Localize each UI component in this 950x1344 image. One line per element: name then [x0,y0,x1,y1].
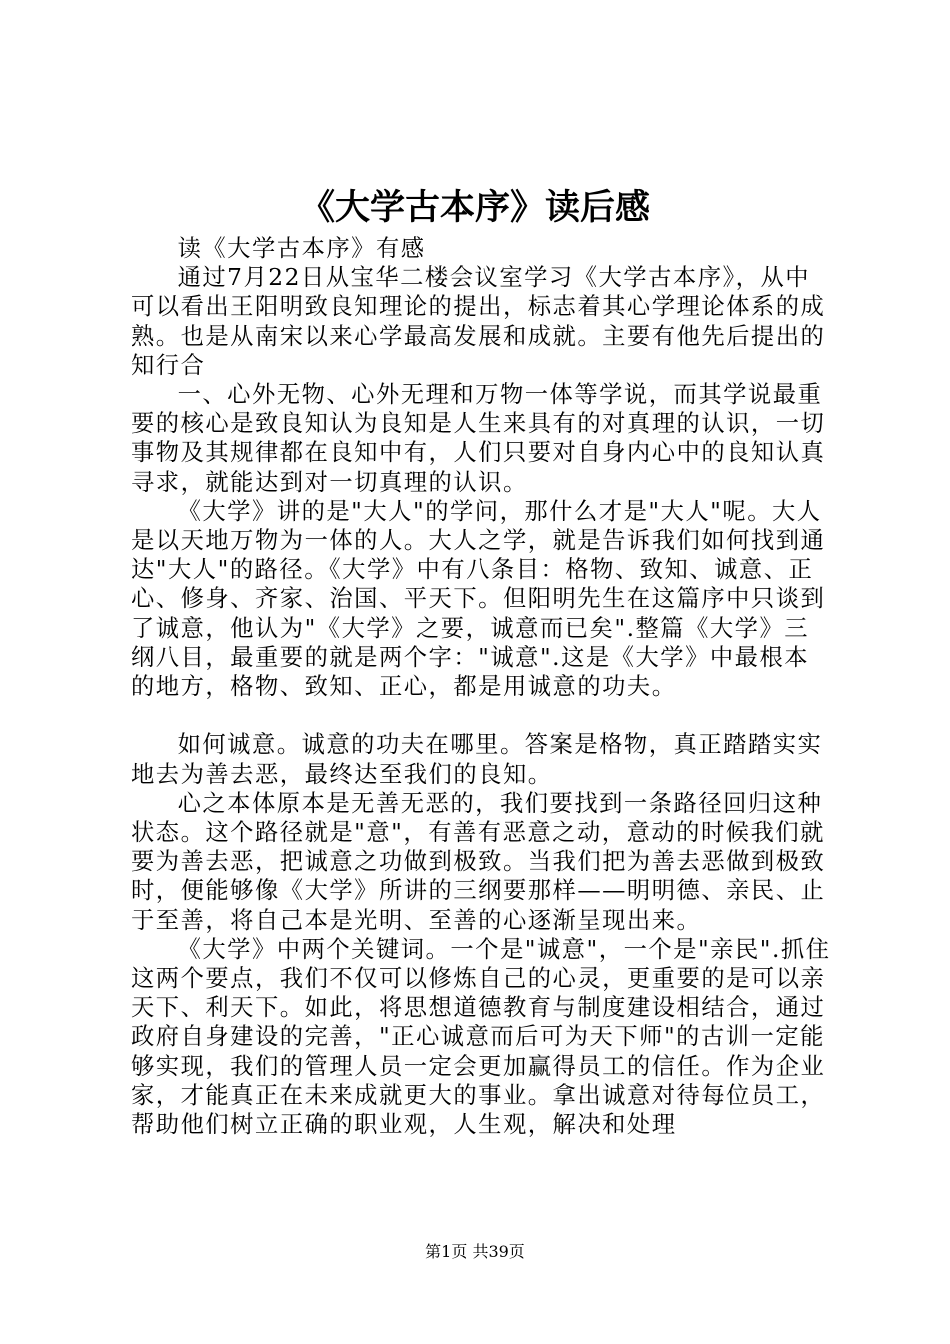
paragraph: 《大学》讲的是"大人"的学问，那什么才是"大人"呢。大人是以天地万物为一体的人。大人之学，就是告诉我们如何找到通达"大人"的路径。《大学》中有八条目：格物、致知、诚意、正心、修身、齐家、治国、平天下。但阳明先生在这篇序中只谈到了诚意，他认为"《大学》之要，诚意而已矣".整篇《大学》三纲八目，最重要的就是两个字："诚意".这是《大学》中最根本的地方，格物、致知、正心，都是用诚意的功夫。 [131,497,826,701]
document-title: 《大学古本序》读后感 [299,187,650,228]
paragraph-subtitle: 读《大学古本序》有感 [177,235,426,262]
paragraph-spacer [131,701,831,730]
paragraph: 心之本体原本是无善无恶的，我们要找到一条路径回归这种状态。这个路径就是"意"，有善有恶意之动，意动的时候我们就要为善去恶，把诚意之功做到极致。当我们把为善去恶做到极致时，便能够像《大学》所讲的三纲要那样——明明德、亲民、止于至善，将自己本是光明、至善的心逐渐呈现出来。 [131,789,826,934]
paragraph: 一、心外无物、心外无理和万物一体等学说，而其学说最重要的核心是致良知认为良知是人生来具有的对真理的认识，一切事物及其规律都在良知中有，人们只要对自身内心中的良知认真寻求，就能达到对一切真理的认识。 [131,381,826,496]
paragraph: 通过7月22日从宝华二楼会议室学习《大学古本序》，从中可以看出王阳明致良知理论的提出，标志着其心学理论体系的成熟。也是从南宋以来心学最高发展和成就。主要有他先后提出的知行合 [131,264,826,379]
document-body [131,234,831,1139]
paragraph: 如何诚意。诚意的功夫在哪里。答案是格物，真正踏踏实实地去为善去恶，最终达至我们的良知。 [131,731,823,788]
paragraph: 《大学》中两个关键词。一个是"诚意"，一个是"亲民".抓住这两个要点，我们不仅可以修炼自己的心灵，更重要的是可以亲天下、利天下。如此，将思想道德教育与制度建设相结合，通过政府自身建设的完善，"正心诚意而后可为天下师"的古训一定能够实现，我们的管理人员一定会更加赢得员工的信任。作为企业家，才能真正在未来成就更大的事业。拿出诚意对待每位员工，帮助他们树立正确的职业观，人生观，解决和处理 [131,935,831,1139]
page-number-footer: 第1页 共39页 [425,1242,525,1261]
